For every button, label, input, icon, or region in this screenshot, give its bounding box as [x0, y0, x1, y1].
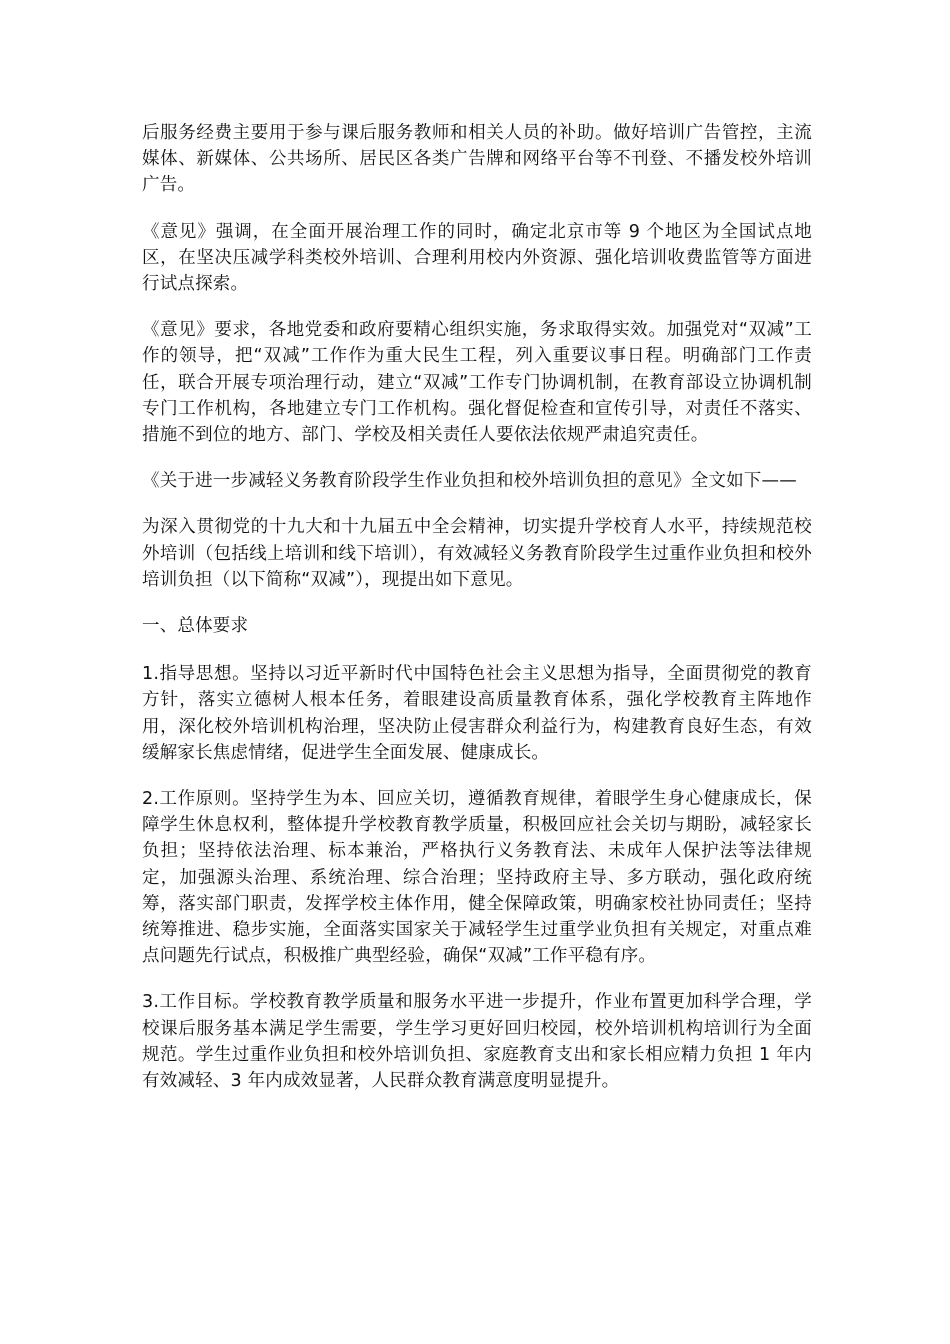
paragraph-working-principles: 2.工作原则。坚持学生为本、回应关切，遵循教育规律，着眼学生身心健康成长，保障学生休息权利，整体提升学校教育教学质量，积极回应社会关切与期盼，减轻家长负担；坚持依法治理、标本兼治，严格执行义务教育法、未成年人保护法等法律规定，加强源头治理、系统治理、综合治理；坚持政府主导、多方联动，强化政府统筹，落实部门职责，发挥学校主体作用，健全保障政策，明确家校社协同责任；坚持统筹推进、稳步实施，全面落实国家关于减轻学生过重学业负担有关规定，对重点难点问题先行试点，积极推广典型经验，确保“双减”工作平稳有序。 [142, 789, 812, 967]
section-heading-general-requirements: 一、总体要求 [142, 616, 249, 637]
paragraph-after-school-funding: 后服务经费主要用于参与课后服务教师和相关人员的补助。做好培训广告管控，主流媒体、新媒体、公共场所、居民区各类广告牌和网络平台等不刊登、不播发校外培训广告。 [142, 123, 812, 196]
paragraph-preamble: 为深入贯彻党的十九大和十九届五中全会精神，切实提升学校育人水平，持续规范校外培训（包括线上培训和线下培训），有效减轻义务教育阶段学生过重作业负担和校外培训负担（以下简称“双减”），现提出如下意见。 [142, 517, 812, 590]
document-body [142, 120, 812, 1114]
paragraph-pilot-regions: 《意见》强调，在全面开展治理工作的同时，确定北京市等 9 个地区为全国试点地区，在坚决压减学科类校外培训、合理利用校内外资源、强化培训收费监管等方面进行试点探索。 [142, 221, 812, 295]
paragraph-working-goals: 3.工作目标。学校教育教学质量和服务水平进一步提升，作业布置更加科学合理，学校课后服务基本满足学生需要，学生学习更好回归校园，校外培训机构培训行为全面规范。学生过重作业负担和校外培训负担、家庭教育支出和家长相应精力负担 1 年内有效减轻、3 年内成效显著，人民群众教育满意度明显提升。 [142, 992, 812, 1092]
paragraph-full-text-intro: 《关于进一步减轻义务教育阶段学生作业负担和校外培训负担的意见》全文如下—— [142, 471, 797, 492]
paragraph-implementation-requirements: 《意见》要求，各地党委和政府要精心组织实施，务求取得实效。加强党对“双减”工作的领导，把“双减”工作作为重大民生工程，列入重要议事日程。明确部门工作责任，联合开展专项治理行动，建立“双减”工作专门协调机制，在教育部设立协调机制专门工作机构，各地建立专门工作机构。强化督促检查和宣传引导，对责任不落实、措施不到位的地方、部门、学校及相关责任人要依法依规严肃追究责任。 [142, 320, 812, 446]
paragraph-guiding-ideology: 1.指导思想。坚持以习近平新时代中国特色社会主义思想为指导，全面贯彻党的教育方针，落实立德树人根本任务，着眼建设高质量教育体系，强化学校教育主阵地作用，深化校外培训机构治理，坚决防止侵害群众利益行为，构建教育良好生态，有效缓解家长焦虑情绪，促进学生全面发展、健康成长。 [142, 664, 812, 763]
